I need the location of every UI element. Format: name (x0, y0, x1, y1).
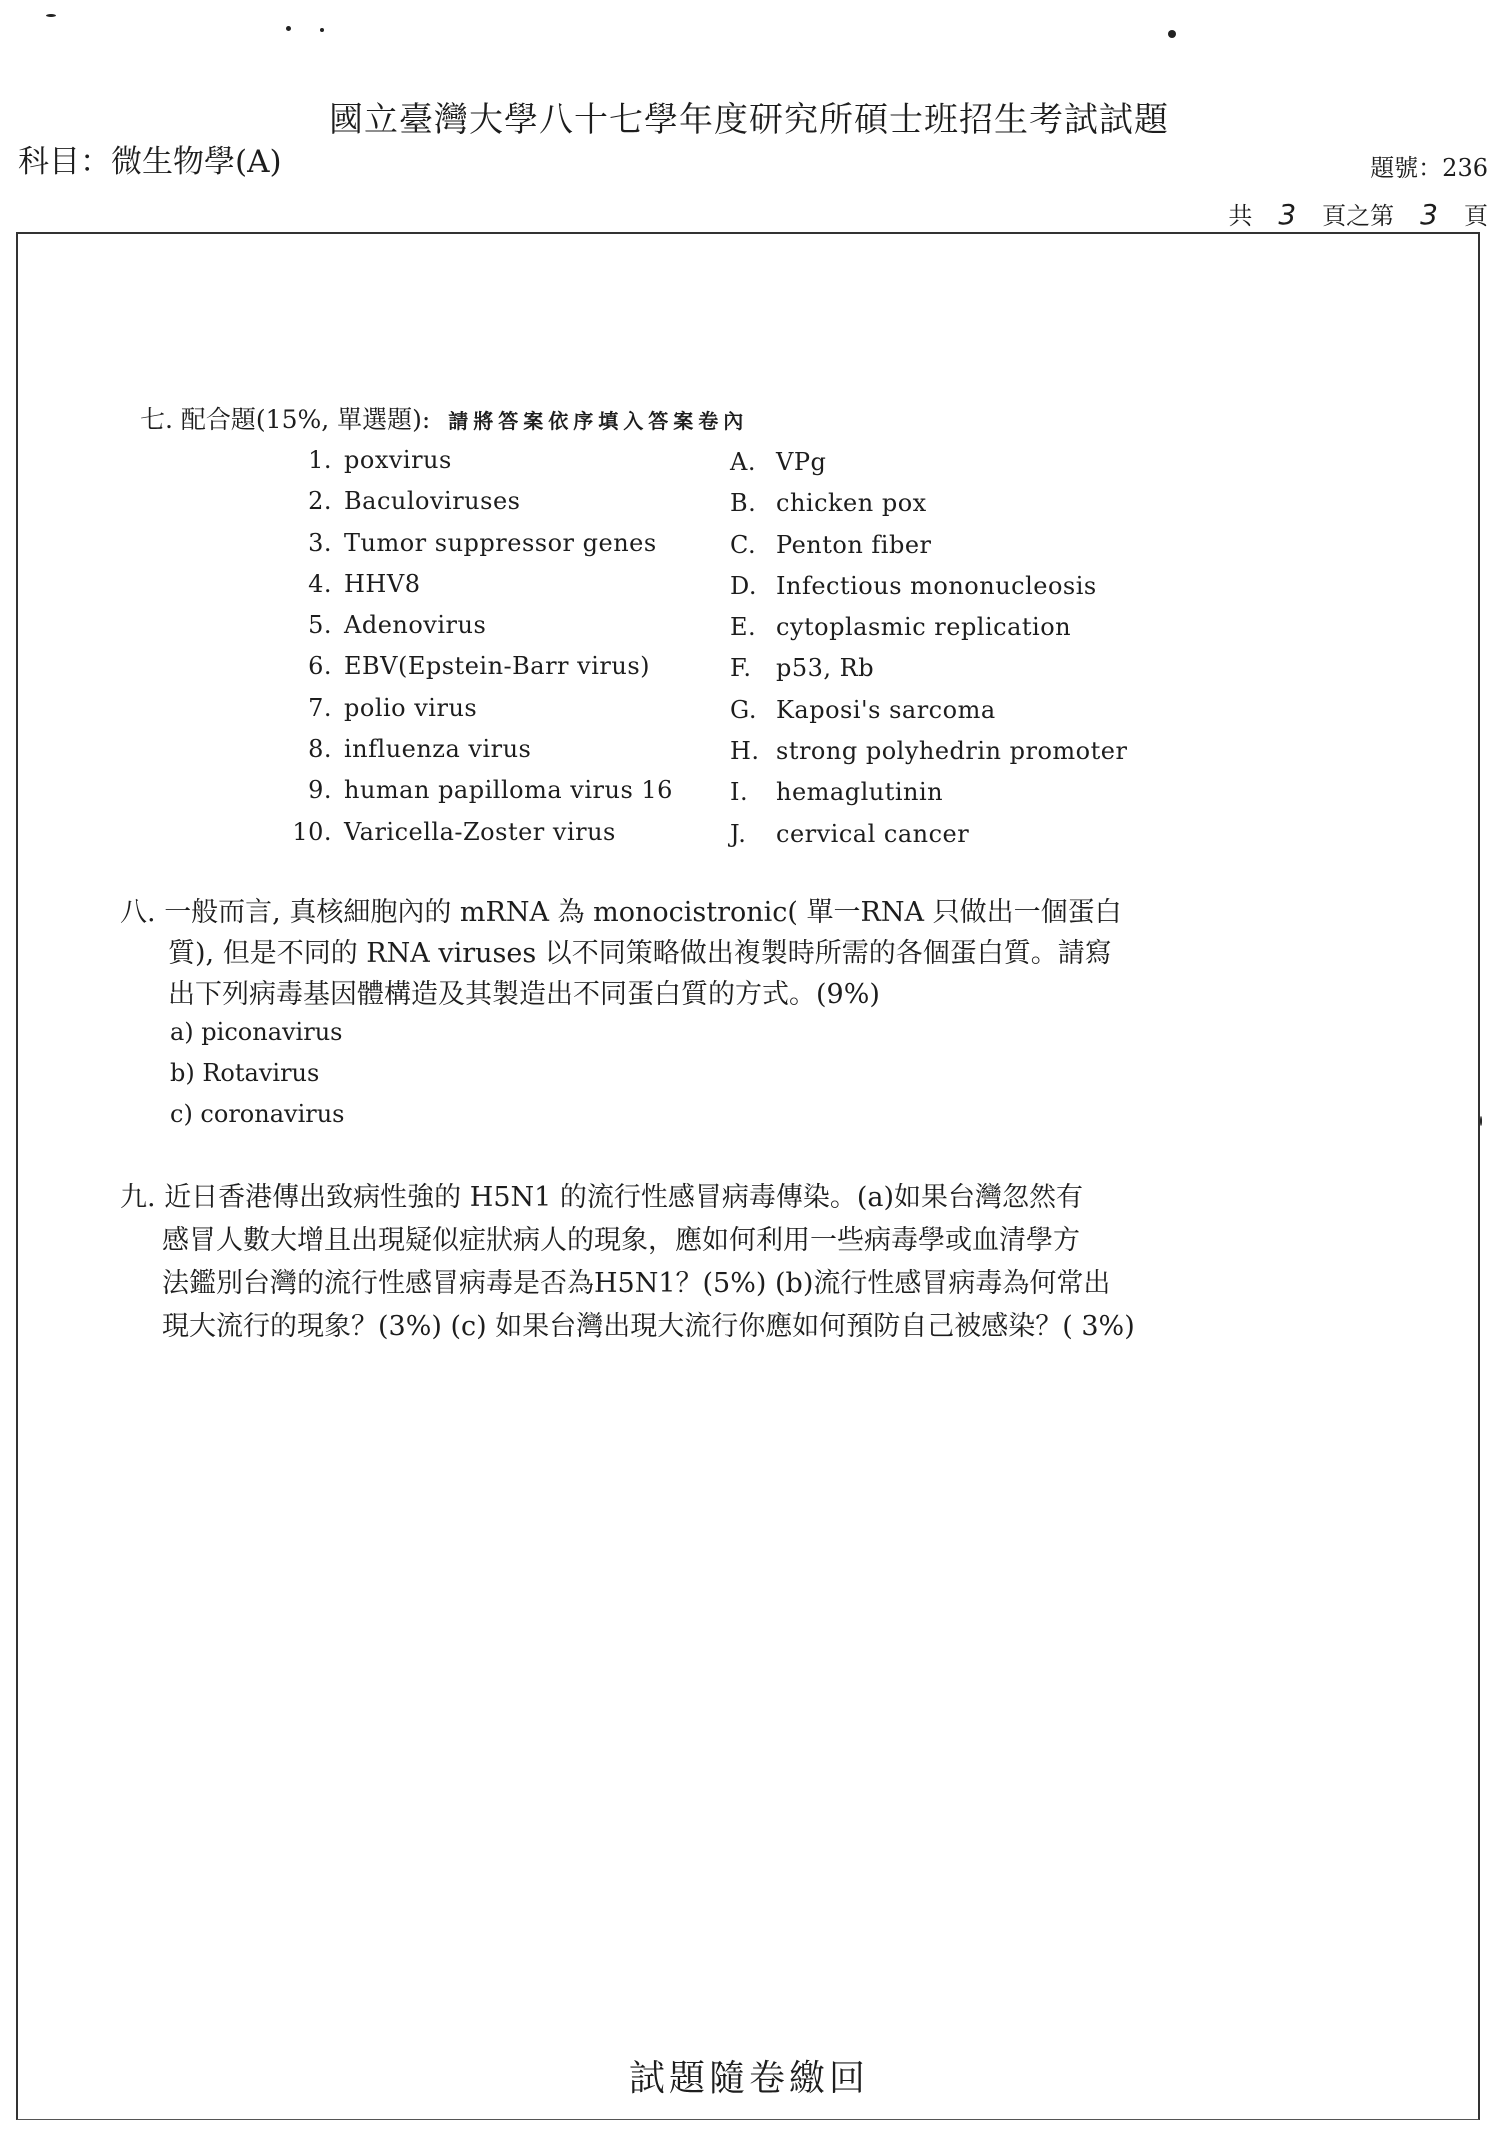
list-item: C. Penton fiber (730, 530, 932, 559)
list-item: D. Infectious mononucleosis (730, 571, 1097, 600)
exam-title: 國立臺灣大學八十七學年度研究所碩士班招生考試試題 (329, 100, 1169, 140)
question-9-label: 九. (120, 1182, 156, 1213)
question-9-line: 感冒人數大增且出現疑似症狀病人的現象，應如何利用一些病毒學或血清學方 (162, 1225, 1080, 1256)
pages-prefix: 共 (1228, 202, 1253, 230)
scan-speck (46, 14, 56, 17)
scan-speck (1168, 30, 1176, 38)
question-8-line: 出下列病毒基因體構造及其製造出不同蛋白質的方式。(9%) (168, 979, 880, 1010)
list-item: 6. EBV(Epstein-Barr virus) (308, 652, 651, 681)
list-item: b) Rotavirus (170, 1059, 320, 1087)
scan-speck (1480, 1116, 1482, 1126)
list-item: I. hemaglutinin (730, 778, 944, 807)
list-item: A. VPg (730, 448, 827, 476)
question-7-instruction: 請將答案依序填入答案卷內 (448, 409, 749, 433)
pages-current: 3 (1420, 198, 1438, 231)
list-item: F. p53, Rb (730, 654, 875, 683)
question-9-line: 現大流行的現象？(3%) (c) 如果台灣出現大流行你應如何預防自己被感染？( 3%) (162, 1311, 1135, 1342)
question-9 (120, 1176, 1250, 1348)
list-item: E. cytoplasmic replication (730, 613, 1072, 642)
list-item: c) coronavirus (170, 1100, 345, 1128)
pages-middle: 頁之第 (1322, 202, 1395, 230)
question-7-label: 七. (140, 405, 173, 434)
match-left-column (282, 440, 673, 853)
list-item: 2. Baculoviruses (308, 487, 521, 516)
pages-total: 3 (1278, 198, 1297, 231)
page-count (1228, 196, 1488, 231)
scan-speck (286, 26, 291, 31)
list-item: H. strong polyhedrin promoter (730, 737, 1128, 766)
subject-label: 科目：微生物學(A) (18, 144, 282, 180)
list-item: J. cervical cancer (730, 819, 970, 848)
list-item: B. chicken pox (730, 489, 927, 518)
list-item: 3. Tumor suppressor genes (308, 528, 657, 557)
pages-suffix: 頁 (1464, 202, 1488, 230)
list-item: 4. HHV8 (308, 569, 421, 598)
question-number: 題號：236 (1370, 154, 1488, 182)
list-item: 9. human papilloma virus 16 (308, 776, 673, 805)
list-item: 7. polio virus (308, 693, 478, 722)
question-7-heading (140, 400, 748, 436)
question-8-line: 質), 但是不同的 RNA viruses 以不同策略做出複製時所需的各個蛋白質。請寫 (168, 938, 1112, 969)
list-item: G. Kaposi's sarcoma (730, 695, 996, 724)
footer-note: 試題隨卷繳回 (628, 2058, 869, 2099)
list-item: 1. poxvirus (308, 446, 452, 474)
question-8 (120, 892, 1240, 1015)
list-item: a) piconavirus (170, 1018, 343, 1046)
question-9-line: 法鑑別台灣的流行性感冒病毒是否為H5N1？(5%) (b)流行性感冒病毒為何常出 (162, 1268, 1111, 1299)
question-7-title: 配合題(15%, 單選題): (180, 405, 431, 434)
match-right-column (730, 442, 1127, 855)
question-9-line: 九. 近日香港傳出致病性強的 H5N1 的流行性感冒病毒傳染。(a)如果台灣忽然有 (120, 1182, 1084, 1213)
scan-speck (320, 28, 324, 32)
question-8-subitems (170, 1012, 345, 1135)
list-item: 5. Adenovirus (308, 611, 487, 640)
list-item: 8. influenza virus (308, 735, 532, 764)
list-item: 10. Varicella-Zoster virus (292, 817, 616, 846)
question-8-label: 八. (120, 897, 156, 928)
question-8-line: 八. 一般而言, 真核細胞內的 mRNA 為 monocistronic( 單一RNA 只做出一個蛋白 (120, 897, 1122, 928)
